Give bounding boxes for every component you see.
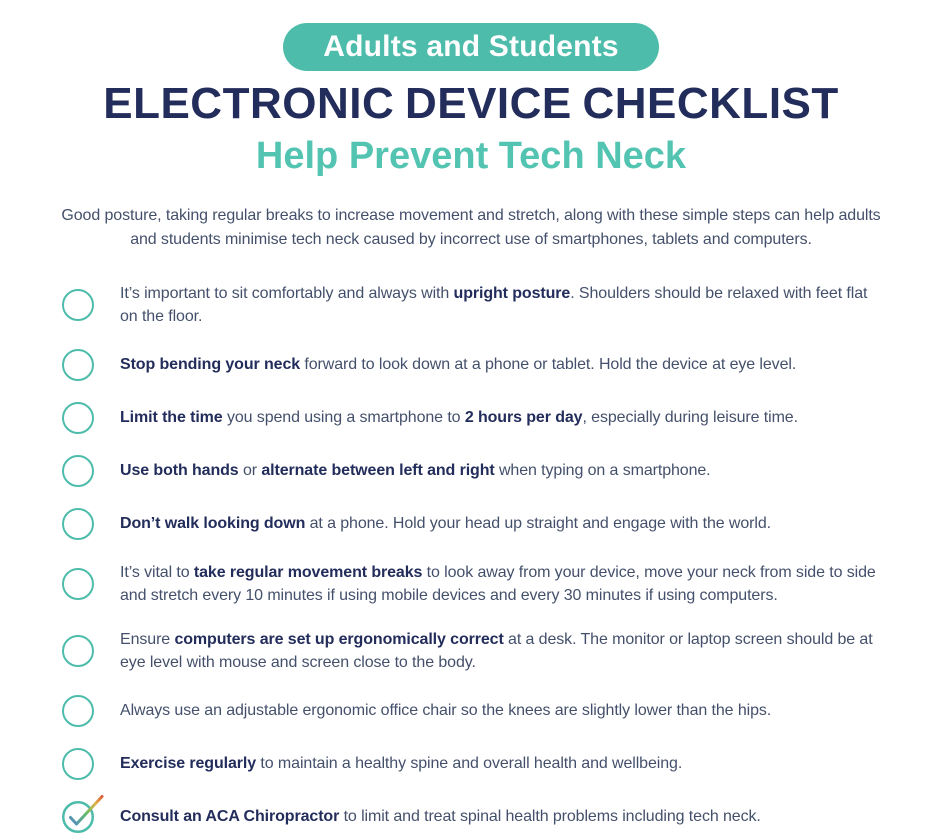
- checklist-item-text: Exercise regularly to maintain a healthy spine and overall health and wellbeing.: [120, 755, 683, 773]
- checklist-item: [62, 801, 887, 833]
- checklist: [0, 282, 942, 833]
- checklist-item-text: Limit the time you spend using a smartphone to 2 hours per day, especially during leisure time.: [120, 409, 798, 427]
- checklist-item: [62, 455, 887, 487]
- checklist-item-text: Always use an adjustable ergonomic office chair so the knees are slightly lower than the hips.: [120, 702, 772, 720]
- checklist-item: [62, 349, 887, 381]
- checkbox-empty-icon[interactable]: [62, 635, 94, 667]
- intro-paragraph: Good posture, taking regular breaks to increase movement and stretch, along with these simple steps can help adults and students minimise tech neck caused by incorrect use of smartphones, tablets and computers.: [61, 206, 881, 249]
- header: [0, 23, 942, 177]
- checklist-item-text: Ensure computers are set up ergonomically correct at a desk. The monitor or laptop screen should be at eye level with mouse and screen close to the body.: [120, 630, 873, 671]
- checklist-item-text: Use both hands or alternate between left and right when typing on a smartphone.: [120, 462, 711, 480]
- page-title: ELECTRONIC DEVICE CHECKLIST: [103, 79, 839, 128]
- checkbox-empty-icon[interactable]: [62, 349, 94, 381]
- checkbox-empty-icon[interactable]: [62, 568, 94, 600]
- checklist-item-text: Consult an ACA Chiropractor to limit and treat spinal health problems including tech neck.: [120, 808, 761, 826]
- checklist-item: [62, 561, 887, 607]
- checklist-item-text: It’s vital to take regular movement breaks to look away from your device, move your neck from side to side and stretch every 10 minutes if using mobile devices and every 30 minutes if using computers.: [120, 563, 876, 604]
- page-subtitle: Help Prevent Tech Neck: [255, 135, 687, 177]
- checkbox-empty-icon[interactable]: [62, 508, 94, 540]
- checklist-item: [62, 628, 887, 674]
- checkbox-checked-icon[interactable]: [62, 801, 94, 833]
- checklist-item: [62, 282, 887, 328]
- checklist-item: [62, 748, 887, 780]
- checkbox-empty-icon[interactable]: [62, 695, 94, 727]
- checklist-item: [62, 508, 887, 540]
- checkbox-empty-icon[interactable]: [62, 402, 94, 434]
- checkbox-empty-icon[interactable]: [62, 455, 94, 487]
- checklist-item-text: Don’t walk looking down at a phone. Hold your head up straight and engage with the world.: [120, 515, 771, 533]
- checkbox-empty-icon[interactable]: [62, 289, 94, 321]
- checkbox-empty-icon[interactable]: [62, 748, 94, 780]
- checklist-item: [62, 402, 887, 434]
- checklist-item: [62, 695, 887, 727]
- audience-badge: Adults and Students: [283, 23, 658, 71]
- checklist-item-text: Stop bending your neck forward to look down at a phone or tablet. Hold the device at eye level.: [120, 356, 797, 374]
- checklist-item-text: It’s important to sit comfortably and always with upright posture. Shoulders should be relaxed with feet flat on the floor.: [120, 284, 868, 325]
